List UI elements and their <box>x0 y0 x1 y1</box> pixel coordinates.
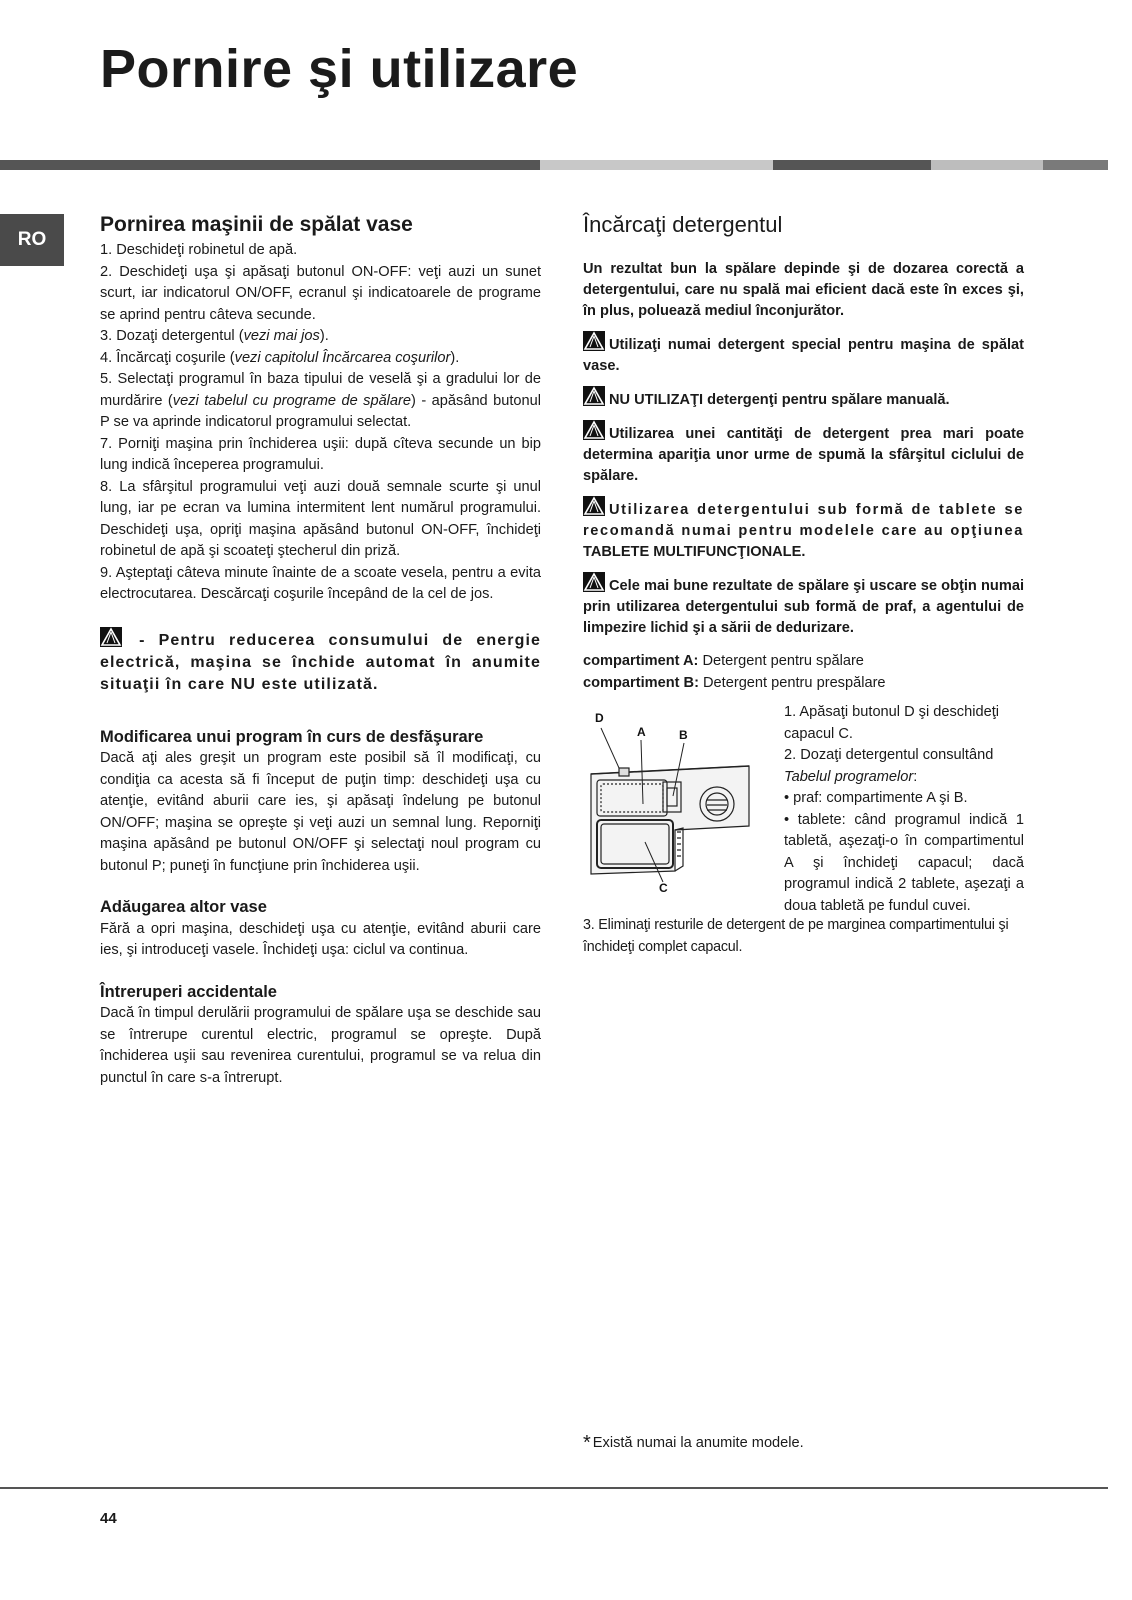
warning-1: Utilizaţi numai detergent special pentru maşina de spălat vase. <box>583 331 1024 377</box>
dispenser-bullet-tablets: • tablete: când programul indică 1 tabletă, aşezaţi-o în compartimentul A şi închideţi capacul; dacă programul indică 2 tablete, aşezaţi a doua tabletă pe fundul cuvei. <box>784 811 1024 914</box>
warning-icon <box>583 331 605 351</box>
warning-5: Cele mai bune rezultate de spălare şi uscare se obţin numai prin utilizarea detergentului sub formă de praf, a agentului de limpezire lichid şi a sării de dedurizare. <box>583 572 1024 639</box>
footnote: * Există numai la anumite modele. <box>583 1432 804 1454</box>
page-number: 44 <box>100 1510 117 1527</box>
dispenser-step-2: 2. Dozaţi detergentul consultând Tabelul programelor: <box>784 747 994 785</box>
dispenser-step-3: 3. Eliminaţi resturile de detergent de pe marginea compartimentului şi închideţi complet capacul. <box>583 917 1009 955</box>
add-text: Fără a opri maşina, deschideţi uşa cu atenţie, evitând aburii care ies, şi introduceţi vasele. Închideţi uşa: ciclul va continua. <box>100 920 541 959</box>
warning-icon <box>583 496 605 516</box>
warning-icon <box>583 386 605 406</box>
compartment-a: compartiment A: Detergent pentru spălare <box>583 653 864 670</box>
warning-2: NU UTILIZAŢI detergenţi pentru spălare manuală. <box>583 386 1024 411</box>
label-c: C <box>659 881 668 895</box>
label-a: A <box>637 725 646 739</box>
label-b: B <box>679 728 688 742</box>
footer-divider <box>0 1487 1108 1489</box>
dispenser-instructions <box>784 702 1024 917</box>
detergent-dispenser-diagram <box>583 706 758 901</box>
step-5: 5. Selectaţi programul în baza tipului de veselă şi a gradului lor de murdărire (vezi tabelul cu programe de spălare) - apăsând butonul P se va aprinde indicatorul programului selectat. <box>100 371 542 431</box>
step-9: 9. Aşteptaţi câteva minute înainte de a scoate vesela, pentru a evita electrocutarea. Descărcaţi coşurile începând de la cel de jos. <box>100 564 541 603</box>
start-steps <box>100 240 541 606</box>
detergent-intro: Un rezultat bun la spălare depinde şi de dozarea corectă a detergentului, care nu spală mai eficient dacă este în exces şi, în plus, poluează mediul înconjurător. <box>583 261 1024 320</box>
step-8: 8. La sfârşitul programului veţi auzi două semnale scurte şi unul lung, iar pe ecran va lumina intermitent lent numărul programului. Deschideţi uşa, opriţi maşina apăsând butonul ON-OFF, închideţi robinetul de apă şi scoateţi ştecherul din priză. <box>100 478 541 560</box>
modify-text: Dacă aţi ales greşit un program este posibil să îl modificaţi, cu condiţia ca acesta să fi început de puţin timp: deschideţi uşa cu atenţie, evitând aburii care ies, şi apăsaţi îndelung pe butonul ON/OFF; maşina se opreşte şi veţi auzi un semnal lung. Reporniţi maşina apăsând pe butonul ON/OFF şi selectaţi noul program cu butonul P; puneţi în funcţiune prin închiderea uşii. <box>100 750 541 874</box>
section-title-add: Adăugarea altor vase <box>100 898 267 917</box>
section-title-interrupt: Întreruperi accidentale <box>100 982 277 1001</box>
step-2: 2. Deschideţi uşa şi apăsaţi butonul ON-OFF: veţi auzi un sunet scurt, iar indicatorul ON/OFF, ecranul şi indicatoarele de programe se aprind pentru câteva secunde. <box>100 263 541 323</box>
step-1: 1. Deschideţi robinetul de apă. <box>100 242 298 259</box>
warning-3: Utilizarea unei cantităţi de detergent prea mari poate determina apariţia unor urme de spumă la sfârşitul ciclului de spălare. <box>583 420 1024 487</box>
step-4: 4. Încărcaţi coşurile (vezi capitolul Încărcarea coşurilor). <box>100 349 460 366</box>
section-title-detergent: Încărcaţi detergentul <box>583 212 783 237</box>
step-7: 7. Porniţi maşina prin închiderea uşii: după cîteva secunde un bip lung indică începerea programului. <box>100 435 541 474</box>
warning-icon <box>583 572 605 592</box>
warning-4: Utilizarea detergentului sub formă de tablete se recomandă numai pentru modelele care au opţiunea TABLETE MULTIFUNCŢIONALE. <box>583 496 1024 563</box>
footnote-star: * <box>583 1432 591 1454</box>
interrupt-text: Dacă în timpul derulării programului de spălare uşa se deschide sau se întrerupe curentul electric, programul se opreşte. După închiderea uşii sau revenirea curentului, programul se va relua din punctul în care s-a întrerupt. <box>100 1005 541 1086</box>
label-d: D <box>595 711 604 725</box>
warning-icon <box>100 627 122 647</box>
right-column <box>583 212 1024 694</box>
dispenser-step-1: 1. Apăsaţi butonul D şi deschideţi capacul C. <box>784 704 999 742</box>
energy-note: - Pentru reducerea consumului de energie electrică, maşina se închide automat în anumite situaţii în care NU este utilizată. <box>100 627 541 696</box>
page-title: Pornire şi utilizare <box>100 39 579 99</box>
section-title-modify: Modificarea unui program în curs de desfăşurare <box>100 727 484 746</box>
step-3: 3. Dozaţi detergentul (vezi mai jos). <box>100 328 329 345</box>
section-title-start: Pornirea maşinii de spălat vase <box>100 213 413 236</box>
dispenser-bullet-powder: • praf: compartimente A şi B. <box>784 790 968 806</box>
compartment-b: compartiment B: Detergent pentru prespălare <box>583 674 886 691</box>
warning-icon <box>583 420 605 440</box>
left-column <box>100 212 541 1089</box>
language-tab: RO <box>0 214 64 266</box>
